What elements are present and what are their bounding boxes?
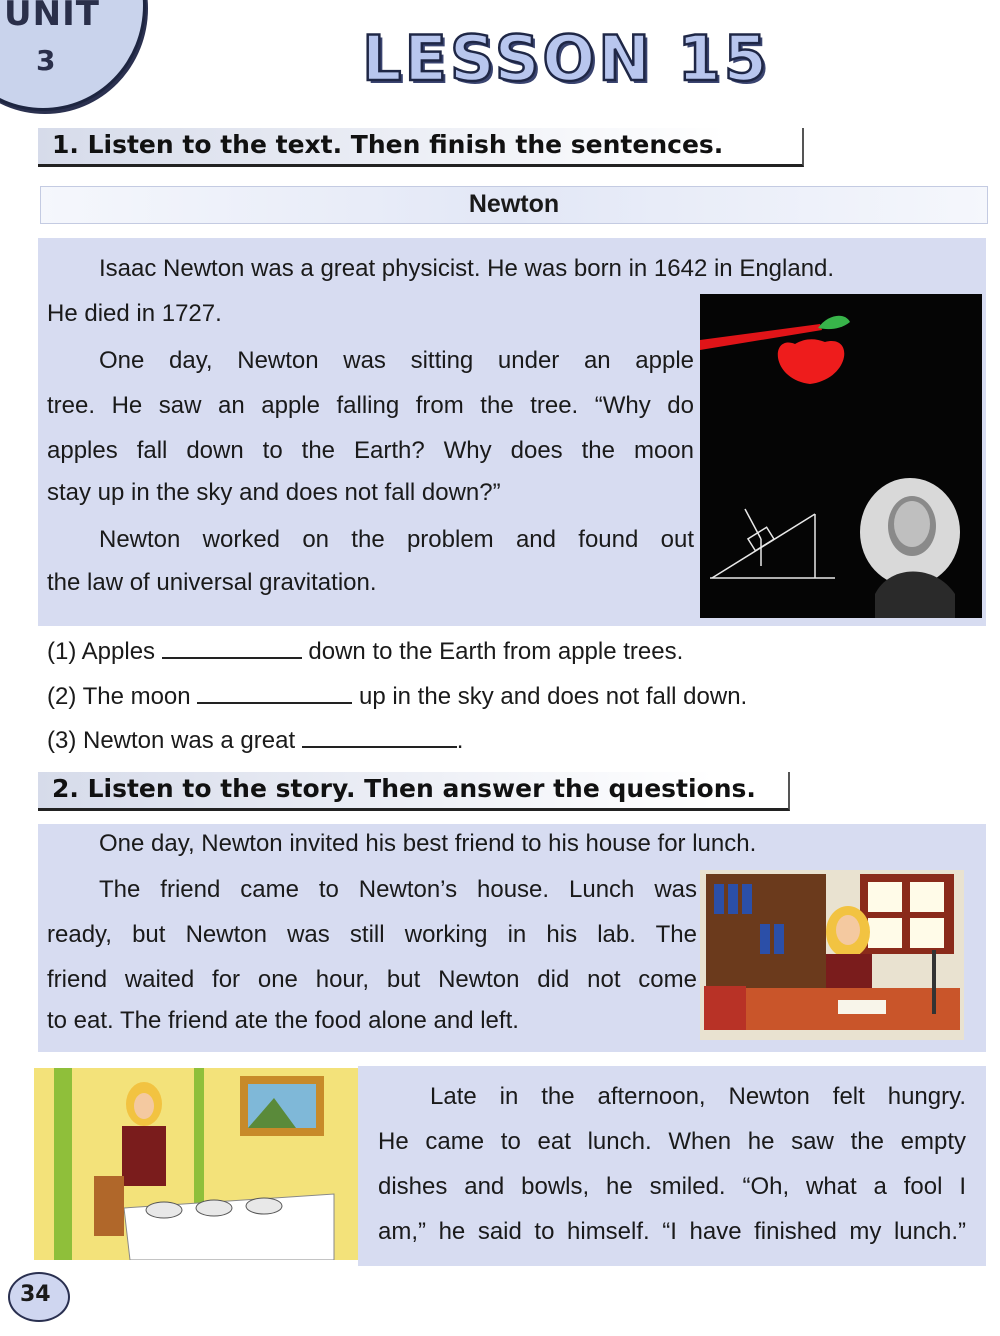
section1-heading-bar	[38, 128, 804, 167]
s1-p2-line: One day, Newton was sitting under an apple	[99, 347, 694, 374]
s2-p2	[47, 867, 697, 1002]
s2-p2-last: to eat. The friend ate the food alone and left.	[47, 1007, 519, 1034]
story-title-bar	[40, 186, 988, 224]
exercise-3	[47, 727, 463, 755]
s2-p3-line: Late in the afternoon, Newton felt hungry.	[430, 1083, 966, 1110]
s1-p3-line1: Newton worked on the problem and found out	[99, 526, 694, 553]
s2-p1: One day, Newton invited his best friend to his house for lunch.	[99, 830, 757, 857]
newton-lunch-illustration	[34, 1068, 358, 1260]
s1-p2	[47, 338, 694, 473]
exercise-3-after: .	[456, 727, 464, 754]
exercise-2-before: (2) The moon	[47, 683, 191, 710]
s2-p2-line: The friend came to Newton’s house. Lunch was	[99, 876, 697, 903]
s2-p3-line: am,” he said to himself. “I have finished my lunch.”	[378, 1218, 966, 1245]
s1-p1-line2: He died in 1727.	[47, 300, 222, 327]
s1-p3-line2: the law of universal gravitation.	[47, 569, 377, 596]
page-number-badge	[8, 1272, 70, 1322]
newton-portrait	[860, 478, 960, 618]
s2-p2-line: friend waited for one hour, but Newton did not come	[47, 966, 697, 993]
section2-heading: 2. Listen to the story. Then answer the questions.	[52, 774, 756, 803]
s1-p2-line: apples fall down to the Earth? Why does the moon	[47, 437, 694, 464]
page-number: 34	[20, 1282, 51, 1307]
book-stack	[704, 986, 746, 1030]
section2-heading-bar	[38, 772, 790, 811]
s1-p2-last: stay up in the sky and does not fall down?”	[47, 479, 501, 506]
newton-apple-illustration	[700, 294, 982, 618]
s2-p3-line: He came to eat lunch. When he saw the empty	[378, 1128, 966, 1155]
s1-p2-line: tree. He saw an apple falling from the tree. “Why do	[47, 392, 694, 419]
section1-heading: 1. Listen to the text. Then finish the sentences.	[52, 130, 724, 159]
story-title: Newton	[468, 190, 560, 218]
unit-label: UNIT	[4, 0, 100, 34]
exercise-1-before: (1) Apples	[47, 638, 156, 665]
s2-p3	[378, 1074, 966, 1254]
exercise-2	[47, 683, 747, 711]
unit-number: 3	[36, 44, 56, 77]
lesson-title: LESSON 15	[362, 22, 770, 95]
s2-p3-line: dishes and bowls, he smiled. “Oh, what a fool I	[378, 1173, 966, 1200]
chair	[94, 1176, 124, 1236]
s2-p2-line: ready, but Newton was still working in his lab. The	[47, 921, 697, 948]
exercise-2-after: up in the sky and does not fall down.	[358, 683, 748, 710]
answer-blank-2[interactable]	[197, 684, 352, 704]
exercise-3-before: (3) Newton was a great	[47, 727, 296, 754]
answer-blank-1[interactable]	[162, 639, 302, 659]
exercise-1-after: down to the Earth from apple trees.	[308, 638, 684, 665]
newton-lab-illustration	[700, 870, 964, 1040]
s1-p1-line1: Isaac Newton was a great physicist. He was born in 1642 in England.	[99, 255, 835, 282]
exercise-1	[47, 638, 683, 666]
answer-blank-3[interactable]	[302, 728, 457, 748]
